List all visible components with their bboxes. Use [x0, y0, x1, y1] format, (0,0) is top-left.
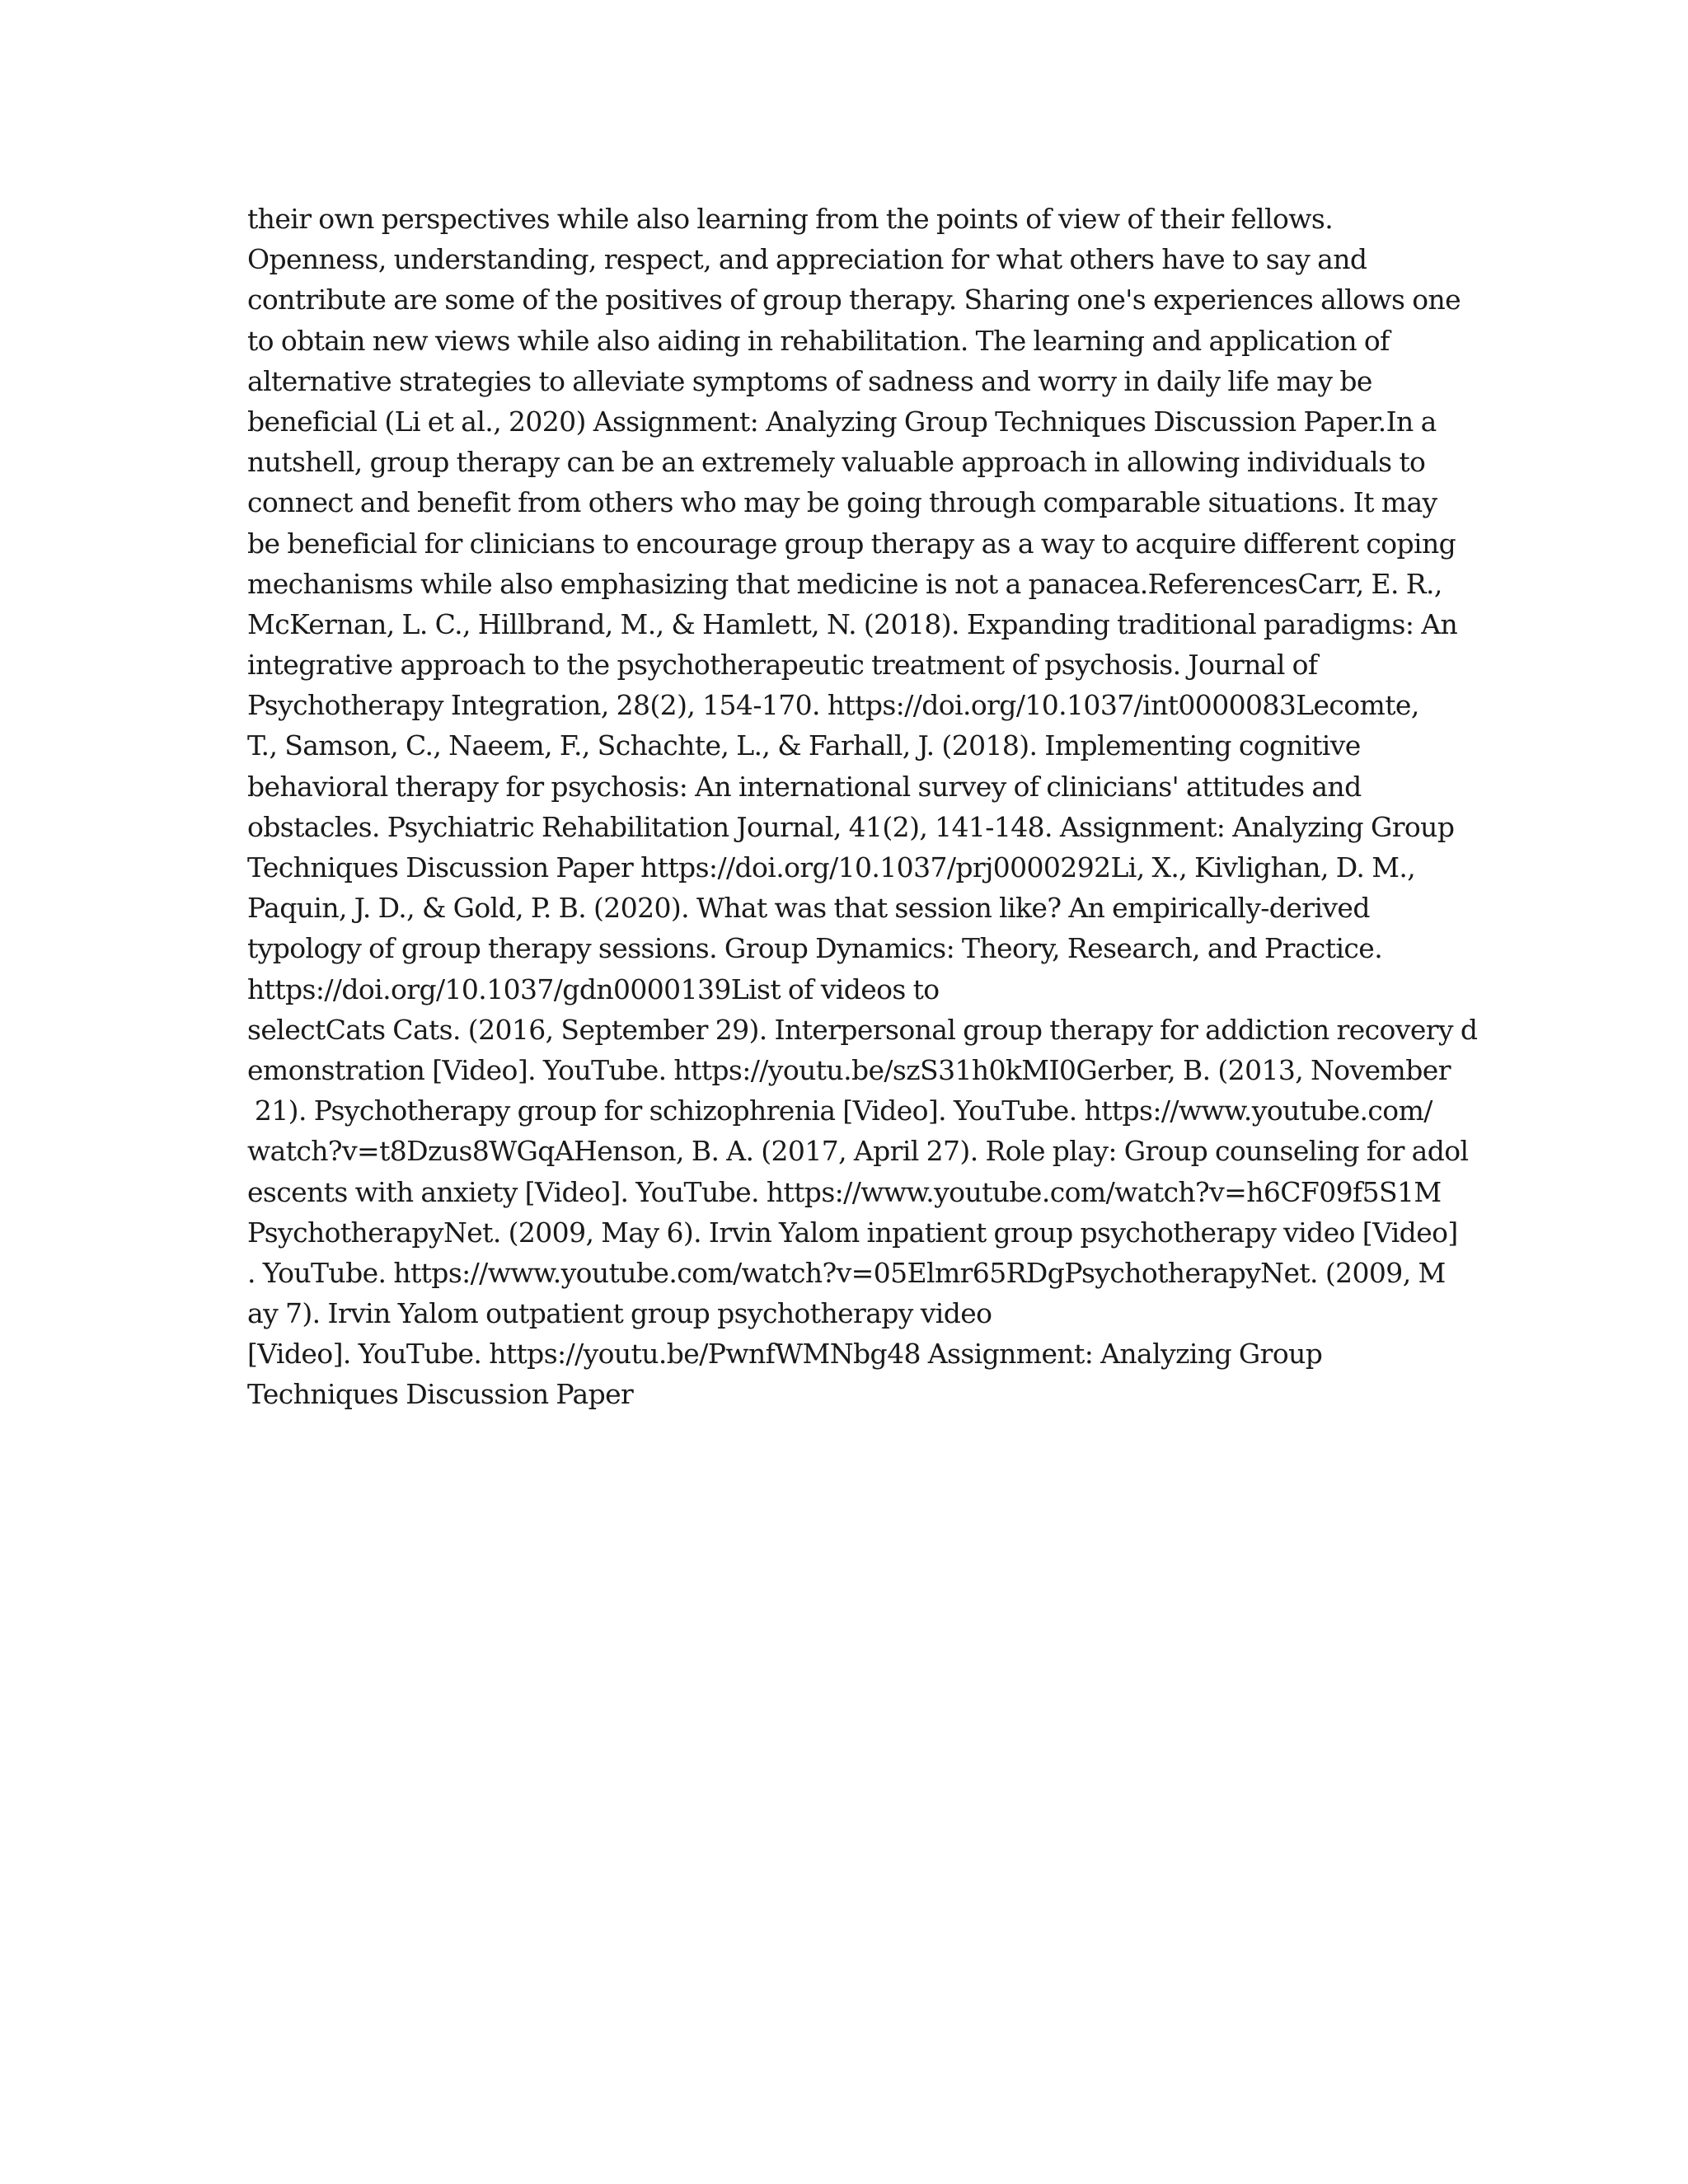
text-line: integrative approach to the psychotherapeutic treatment of psychosis. Journal of	[247, 649, 1318, 682]
text-line: behavioral therapy for psychosis: An international survey of clinicians' attitudes and	[247, 770, 1362, 803]
text-line: T., Samson, C., Naeem, F., Schachte, L., & Farhall, J. (2018). Implementing cognitive	[247, 729, 1361, 762]
text-line: Psychotherapy Integration, 28(2), 154-170. https://doi.org/10.1037/int0000083Lecomte,	[247, 689, 1419, 722]
text-line: beneficial (Li et al., 2020) Assignment: Analyzing Group Techniques Discussion Paper.In a	[247, 405, 1437, 438]
text-line: alternative strategies to alleviate symptoms of sadness and worry in daily life may be	[247, 364, 1372, 397]
text-line: obstacles. Psychiatric Rehabilitation Journal, 41(2), 141-148. Assignment: Analyzing Group	[247, 810, 1455, 843]
text-line: McKernan, L. C., Hillbrand, M., & Hamlett, N. (2018). Expanding traditional paradigms: An	[247, 607, 1458, 640]
text-line: Techniques Discussion Paper	[247, 1378, 634, 1411]
text-line: ay 7). Irvin Yalom outpatient group psychotherapy video	[247, 1297, 992, 1330]
text-line: mechanisms while also emphasizing that medicine is not a panacea.ReferencesCarr, E. R.,	[247, 567, 1442, 600]
text-line: 21). Psychotherapy group for schizophrenia [Video]. YouTube. https://www.youtube.com/	[247, 1094, 1432, 1127]
text-line: selectCats Cats. (2016, September 29). Interpersonal group therapy for addiction recovery d	[247, 1013, 1478, 1046]
text-line: be beneficial for clinicians to encourage group therapy as a way to acquire different coping	[247, 527, 1456, 560]
text-line: Openness, understanding, respect, and appreciation for what others have to say and	[247, 243, 1367, 276]
text-line: contribute are some of the positives of group therapy. Sharing one's experiences allows one	[247, 284, 1461, 316]
text-line: escents with anxiety [Video]. YouTube. https://www.youtube.com/watch?v=h6CF09f5S1M	[247, 1175, 1442, 1208]
text-line: typology of group therapy sessions. Group Dynamics: Theory, Research, and Practice.	[247, 932, 1383, 965]
text-line: https://doi.org/10.1037/gdn0000139List of videos to	[247, 972, 940, 1005]
body-text	[247, 199, 1478, 1415]
text-line: Techniques Discussion Paper https://doi.org/10.1037/prj0000292Li, X., Kivlighan, D. M.,	[247, 851, 1416, 883]
text-line: watch?v=t8Dzus8WGqAHenson, B. A. (2017, April 27). Role play: Group counseling for adol	[247, 1135, 1469, 1168]
text-line: PsychotherapyNet. (2009, May 6). Irvin Yalom inpatient group psychotherapy video [Video]	[247, 1216, 1458, 1249]
text-line: [Video]. YouTube. https://youtu.be/PwnfWMNbg48 Assignment: Analyzing Group	[247, 1338, 1323, 1371]
text-line: Paquin, J. D., & Gold, P. B. (2020). What was that session like? An empirically-derived	[247, 892, 1370, 925]
text-line: . YouTube. https://www.youtube.com/watch?v=05Elmr65RDgPsychotherapyNet. (2009, M	[247, 1256, 1446, 1289]
text-line: nutshell, group therapy can be an extremely valuable approach in allowing individuals to	[247, 446, 1426, 479]
text-line: their own perspectives while also learning from the points of view of their fellows.	[247, 203, 1334, 235]
text-line: connect and benefit from others who may be going through comparable situations. It may	[247, 486, 1437, 519]
text-line: emonstration [Video]. YouTube. https://youtu.be/szS31h0kMI0Gerber, B. (2013, November	[247, 1053, 1451, 1086]
text-line: to obtain new views while also aiding in rehabilitation. The learning and application of	[247, 324, 1390, 357]
